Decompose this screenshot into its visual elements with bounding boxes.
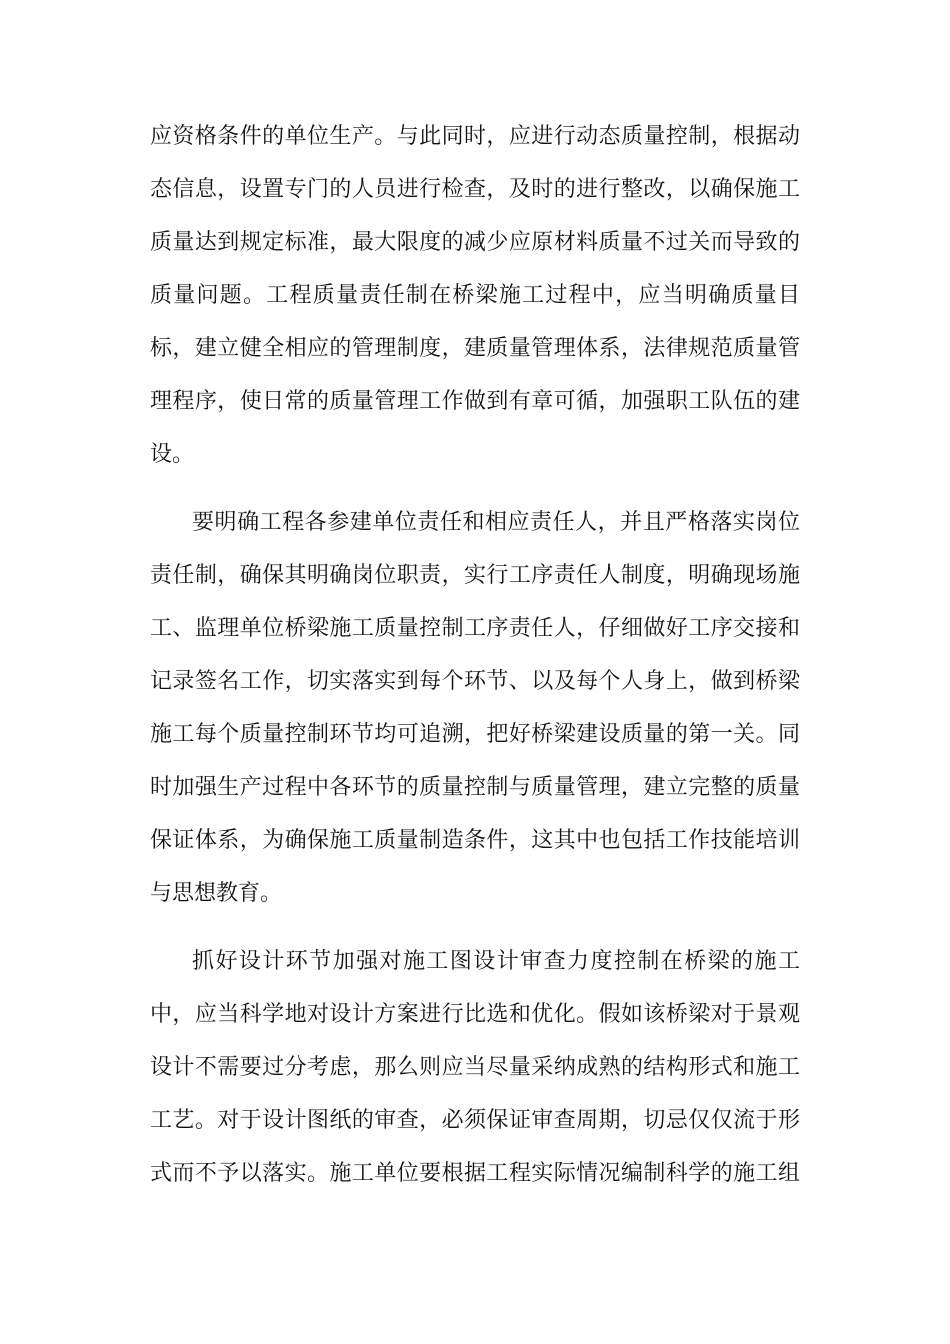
paragraph-3-line: 设计不需要过分考虑，那么则应当尽量采纳成熟的结构形式和施工 (150, 1055, 800, 1080)
paragraph-1-line: 标，建立健全相应的管理制度，建质量管理体系，法律规范质量管 (150, 336, 800, 361)
paragraph-1-line: 质量达到规定标准，最大限度的减少应原材料质量不过关而导致的 (150, 230, 800, 255)
paragraph-1-line: 态信息，设置专门的人员进行检查，及时的进行整改，以确保施工 (150, 177, 800, 202)
paragraph-2-line: 时加强生产过程中各环节的质量控制与质量管理，建立完整的质量 (150, 775, 800, 800)
paragraph-2-line: 施工每个质量控制环节均可追溯，把好桥梁建设质量的第一关。同 (150, 722, 800, 747)
paragraph-1-line: 应资格条件的单位生产。与此同时，应进行动态质量控制，根据动 (150, 124, 800, 149)
paragraph-2-line: 记录签名工作，切实落实到每个环节、以及每个人身上，做到桥梁 (150, 669, 800, 694)
paragraph-1-line: 质量问题。工程质量责任制在桥梁施工过程中，应当明确质量目 (150, 283, 800, 308)
paragraph-2-line: 与思想教育。 (150, 881, 283, 906)
paragraph-spacing (150, 481, 800, 496)
paragraph-2-line: 保证体系，为确保施工质量制造条件，这其中也包括工作技能培训 (150, 828, 800, 853)
paragraph-1-line: 设。 (150, 442, 195, 467)
paragraph-3-line: 抓好设计环节加强对施工图设计审查力度控制在桥梁的施工 (192, 949, 800, 974)
paragraph-2-line: 要明确工程各参建单位责任和相应责任人，并且严格落实岗位 (192, 510, 800, 535)
paragraph-2-line: 工、监理单位桥梁施工质量控制工序责任人，仔细做好工序交接和 (150, 616, 800, 641)
paragraph-3-line: 工艺。对于设计图纸的审查，必须保证审查周期，切忌仅仅流于形 (150, 1108, 800, 1133)
paragraph-spacing (150, 920, 800, 935)
paragraph-3-line: 式而不予以落实。施工单位要根据工程实际情况编制科学的施工组 (150, 1161, 800, 1186)
paragraph-1-line: 理程序，使日常的质量管理工作做到有章可循，加强职工队伍的建 (150, 389, 800, 414)
paragraph-3-line: 中，应当科学地对设计方案进行比选和优化。假如该桥梁对于景观 (150, 1002, 800, 1027)
paragraph-2-line: 责任制，确保其明确岗位职责，实行工序责任人制度，明确现场施 (150, 563, 800, 588)
body-text (150, 110, 800, 1200)
